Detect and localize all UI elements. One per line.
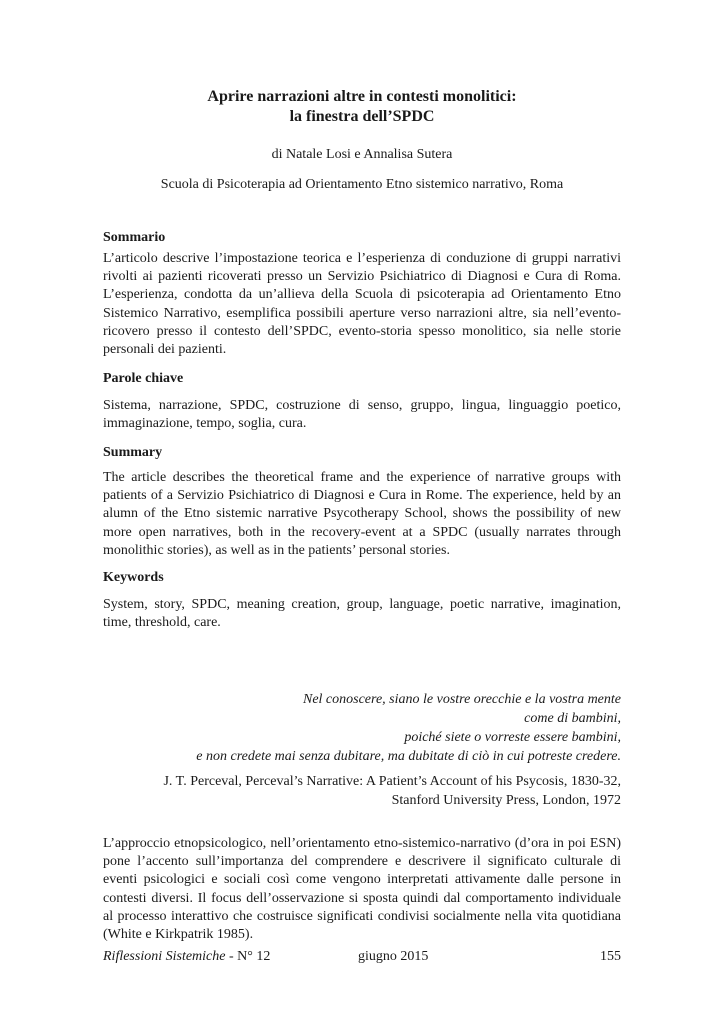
footer-date: giugno 2015 [358,949,429,964]
page [103,0,621,1024]
affiliation: Scuola di Psicoterapia ad Orientamento Etno sistemico narrativo, Roma [160,177,564,192]
footer-journal-title: Riflessioni Sistemiche [103,949,226,964]
article-title [103,87,621,127]
footer-issue: - N° 12 [225,949,271,964]
footer-page-number: 155 [600,949,621,964]
parole-chiave-text: Sistema, narrazione, SPDC, costruzione di senso, gruppo, lingua, linguaggio poetico, immaginazione, tempo, soglia, cura. [103,398,621,432]
epigraph-line-2: come di bambini, [524,711,621,726]
epigraph [103,690,621,766]
article-title-line-1: Aprire narrazioni altre in contesti monolitici: [207,88,517,105]
article-title-line-2: la finestra dell’SPDC [289,108,435,125]
parole-chiave-heading: Parole chiave [103,371,184,386]
epigraph-source-line-2: Stanford University Press, London, 1972 [391,793,621,808]
sommario-heading: Sommario [103,230,166,245]
epigraph-line-1: Nel conoscere, siano le vostre orecchie e la vostra mente [302,692,621,707]
authors: di Natale Losi e Annalisa Sutera [271,147,453,162]
body-paragraph: L’approccio etnopsicologico, nell’orientamento etno-sistemico-narrativo (d’ora in poi ESN) pone l’accento sull’importanza del comprendere e descrivere il significato culturale di eventi psicologici e sociali così come vengono interpretati attivamente dalle persone in contesti diversi. Il focus dell’osservazione si sposta quindi dal comportamento individuale al processo interattivo che costruisce significati condivisi socialmente nella vita quotidiana (White e Kirkpatrik 1985). [103,836,621,943]
epigraph-line-3: poiché siete o vorreste essere bambini, [404,730,621,745]
summary-text: The article describes the theoretical frame and the experience of narrative groups with patients of a Servizio Psichiatrico di Diagnosi e Cura in Rome. The experience, held by an alumn of the Etno sistemic narrative Psycotherapy School, shows the possibility of new more open narratives, both in the recovery-event at a SPDC (usually narrates through monolithic stories), as well as in the patients’ personal stories. [103,470,621,558]
summary-heading: Summary [103,445,163,460]
keywords-heading: Keywords [103,570,164,585]
page-footer [103,948,621,966]
epigraph-source-line-1: J. T. Perceval, Perceval’s Narrative: A Patient’s Account of his Psycosis, 1830-32, [163,774,621,789]
epigraph-source [103,772,621,810]
sommario-text: L’articolo descrive l’impostazione teorica e l’esperienza di conduzione di gruppi narrativi rivolti ai pazienti ricoverati presso un Servizio Psichiatrico di Diagnosi e Cura di Roma. L’esperienza, condotta da un’allieva della Scuola di psicoterapia ad Orientamento Etno Sistemico Narrativo, esemplifica possibili aperture verso narrazioni altre, sia nell’evento-ricovero presso il contesto dell’SPDC, evento-storia spesso monolitico, sia nelle storie personali dei pazienti. [103,251,621,358]
keywords-text: System, story, SPDC, meaning creation, group, language, poetic narrative, imagination, time, threshold, care. [103,597,621,631]
footer-journal [103,948,270,966]
epigraph-line-4: e non credete mai senza dubitare, ma dubitate di ciò in cui potreste credere. [196,749,621,764]
